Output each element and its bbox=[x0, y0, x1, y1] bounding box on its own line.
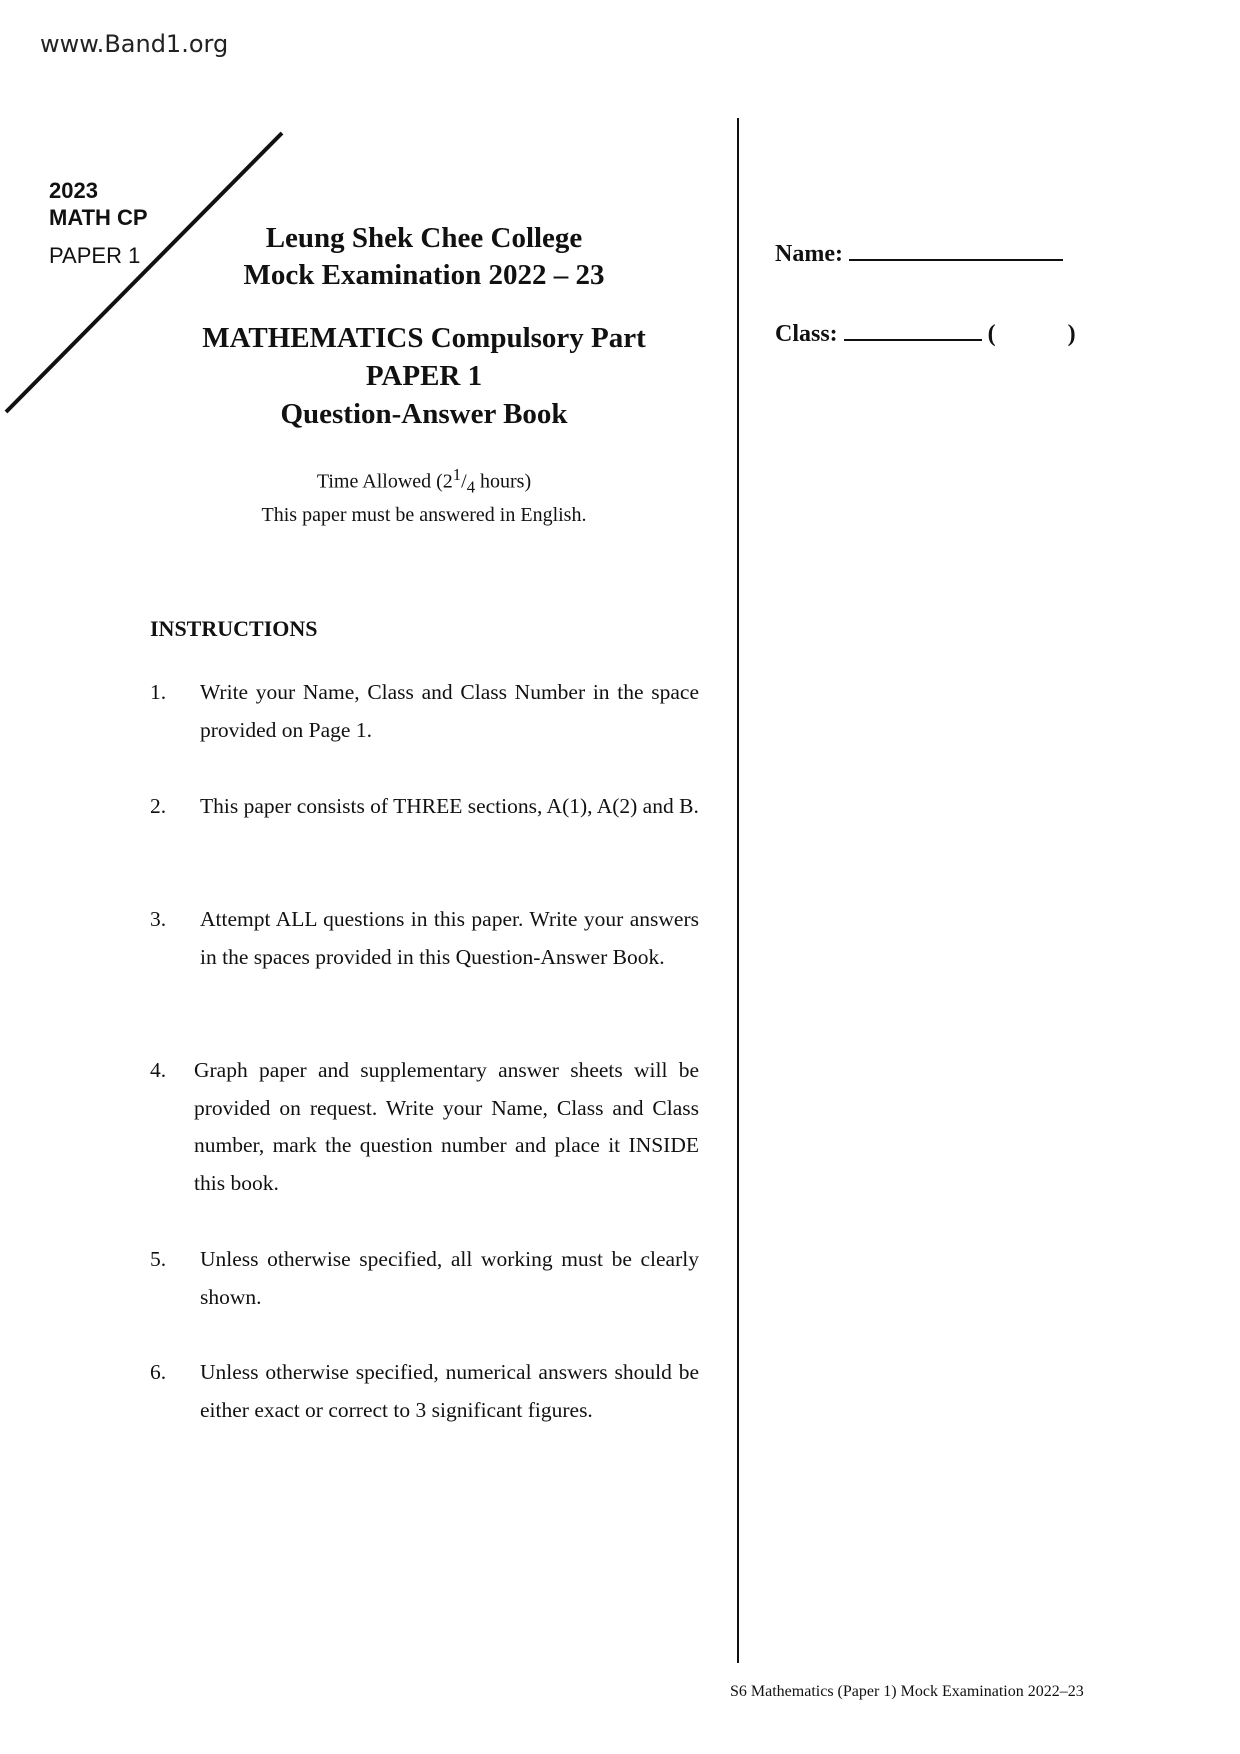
watermark: www.Band1.org bbox=[40, 30, 229, 58]
time-prefix: Time Allowed (2 bbox=[316, 470, 453, 493]
name-blank[interactable] bbox=[849, 237, 1063, 261]
time-allowed: Time Allowed ($2^1/_4$ hours) bbox=[316, 465, 532, 497]
item-number: 2. bbox=[150, 794, 167, 818]
instruction-item bbox=[150, 1052, 699, 1202]
corner-year: 2023 bbox=[49, 178, 98, 203]
item-text: Unless otherwise specified, all working must be clearly shown. bbox=[200, 1247, 699, 1309]
instruction-item bbox=[150, 901, 699, 976]
page-footer: S6 Mathematics (Paper 1) Mock Examination 2022–23 bbox=[730, 1683, 1084, 1700]
instruction-item bbox=[150, 1241, 699, 1316]
item-number: 5. bbox=[150, 1247, 167, 1271]
item-number: 4. bbox=[150, 1058, 167, 1082]
instruction-item bbox=[150, 1354, 699, 1429]
class-field bbox=[775, 317, 1076, 348]
item-number: 1. bbox=[150, 680, 167, 704]
paper-title: PAPER 1 bbox=[365, 360, 483, 392]
fraction-numerator: 1 bbox=[452, 465, 462, 484]
item-text: Write your Name, Class and Class Number in the space provided on Page 1. bbox=[200, 680, 699, 742]
corner-subject: MATH CP bbox=[49, 205, 148, 230]
item-text: This paper consists of THREE sections, A(1), A(2) and B. bbox=[200, 794, 699, 818]
language-note: This paper must be answered in English. bbox=[261, 504, 587, 526]
item-number: 3. bbox=[150, 907, 167, 931]
exam-title: Mock Examination 2022 – 23 bbox=[243, 259, 605, 291]
time-suffix: hours) bbox=[475, 470, 532, 493]
open-paren: ( bbox=[987, 321, 996, 347]
school-name: Leung Shek Chee College bbox=[265, 222, 583, 254]
item-text: Graph paper and supplementary answer sheets will be provided on request. Write your Name, Class and Class number, mark the question number and place it INSIDE this book. bbox=[194, 1058, 699, 1195]
corner-paper: PAPER 1 bbox=[49, 243, 141, 268]
class-blank[interactable] bbox=[844, 317, 982, 341]
name-field bbox=[775, 237, 1063, 268]
diagonal-corner-line bbox=[0, 0, 300, 420]
name-label: Name: bbox=[775, 241, 843, 267]
class-label: Class: bbox=[775, 321, 838, 347]
item-number: 6. bbox=[150, 1360, 167, 1384]
instruction-item bbox=[150, 788, 699, 826]
item-text: Unless otherwise specified, numerical answers should be either exact or correct to 3 significant figures. bbox=[200, 1360, 699, 1422]
item-text: Attempt ALL questions in this paper. Write your answers in the spaces provided in this Question-Answer Book. bbox=[200, 907, 699, 969]
instructions-heading: INSTRUCTIONS bbox=[150, 616, 318, 641]
subject-title: MATHEMATICS Compulsory Part bbox=[202, 322, 646, 354]
book-title: Question-Answer Book bbox=[280, 398, 568, 430]
fraction-denominator: 4 bbox=[466, 477, 476, 497]
vertical-divider bbox=[737, 118, 739, 1663]
instruction-item bbox=[150, 674, 699, 749]
close-paren: ) bbox=[1067, 321, 1076, 347]
